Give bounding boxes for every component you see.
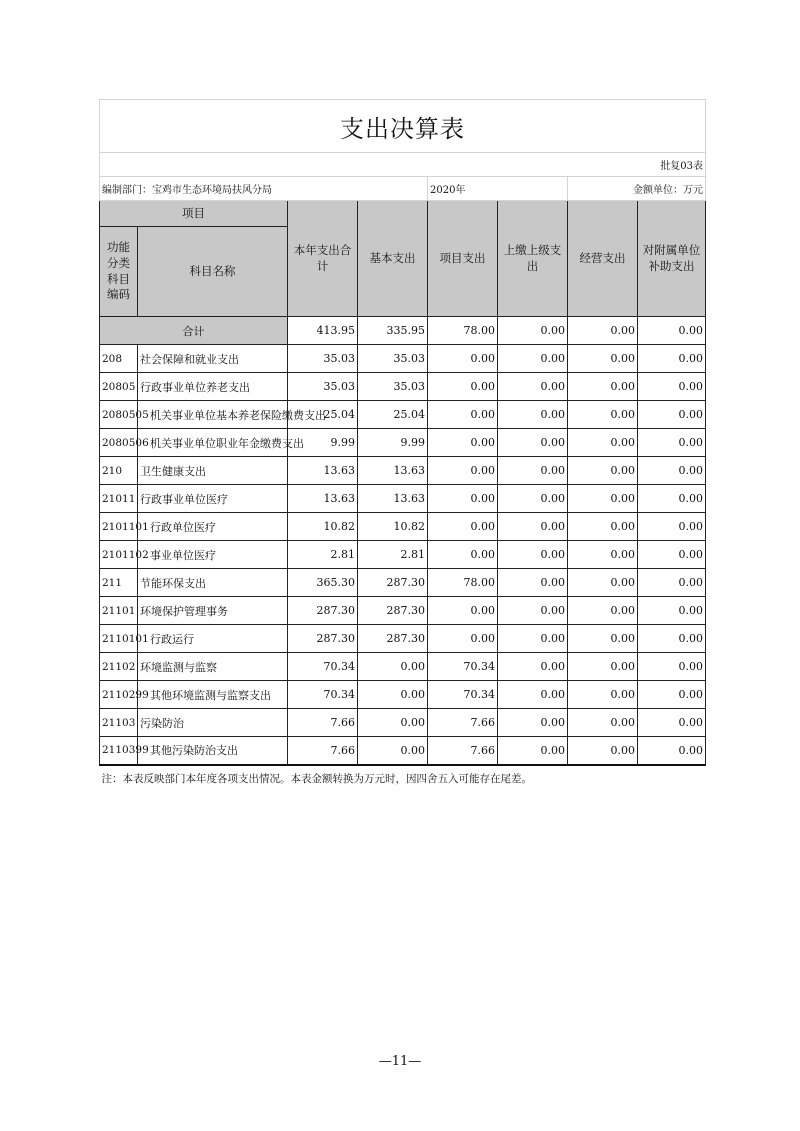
total-cell: 35.03 (288, 345, 358, 373)
subsidy-cell: 0.00 (638, 485, 706, 513)
project-cell: 7.66 (428, 709, 498, 737)
basic-cell: 2.81 (358, 541, 428, 569)
total-cell: 70.34 (288, 681, 358, 709)
subsidy-cell: 0.00 (638, 429, 706, 457)
subsidy-cell: 0.00 (638, 737, 706, 765)
name-cell: 行政运行 (138, 625, 288, 653)
project-cell: 70.34 (428, 653, 498, 681)
upper-cell: 0.00 (498, 373, 568, 401)
total-label: 合计 (100, 317, 288, 345)
business-cell: 0.00 (568, 681, 638, 709)
basic-cell: 35.03 (358, 373, 428, 401)
name-cell: 行政事业单位养老支出 (138, 373, 288, 401)
upper-cell: 0.00 (498, 401, 568, 429)
business-cell: 0.00 (568, 709, 638, 737)
basic-cell: 13.63 (358, 457, 428, 485)
business-cell: 0.00 (568, 513, 638, 541)
subsidy-cell: 0.00 (638, 317, 706, 345)
name-cell: 机关事业单位基本养老保险缴费支出 (138, 401, 288, 429)
business-cell: 0.00 (568, 625, 638, 653)
project-cell: 0.00 (428, 401, 498, 429)
upper-cell: 0.00 (498, 653, 568, 681)
total-cell: 70.34 (288, 653, 358, 681)
name-cell: 环境保护管理事务 (138, 597, 288, 625)
subsidy-cell: 0.00 (638, 513, 706, 541)
project-cell: 78.00 (428, 569, 498, 597)
code-cell: 2080506 (100, 429, 138, 457)
expenditure-table (99, 99, 706, 791)
code-cell: 2080505 (100, 401, 138, 429)
code-cell: 21101 (100, 597, 138, 625)
total-cell: 287.30 (288, 597, 358, 625)
table-row (100, 709, 706, 737)
upper-cell: 0.00 (498, 429, 568, 457)
business-cell: 0.00 (568, 569, 638, 597)
name-cell: 节能环保支出 (138, 569, 288, 597)
table-note: 注：本表反映部门本年度各项支出情况。本表金额转换为万元时，因四舍五入可能存在尾差。 (100, 765, 706, 791)
name-cell: 事业单位医疗 (138, 541, 288, 569)
total-cell: 10.82 (288, 513, 358, 541)
basic-cell: 35.03 (358, 345, 428, 373)
total-cell: 25.04 (288, 401, 358, 429)
project-cell: 70.34 (428, 681, 498, 709)
project-cell: 0.00 (428, 513, 498, 541)
business-cell: 0.00 (568, 373, 638, 401)
table-row (100, 485, 706, 513)
subsidy-cell: 0.00 (638, 401, 706, 429)
code-cell: 2101101 (100, 513, 138, 541)
total-cell: 9.99 (288, 429, 358, 457)
header-upper: 上缴上级支出 (498, 201, 568, 317)
basic-cell: 0.00 (358, 709, 428, 737)
name-cell: 卫生健康支出 (138, 457, 288, 485)
total-cell: 13.63 (288, 485, 358, 513)
code-cell: 21103 (100, 709, 138, 737)
subsidy-cell: 0.00 (638, 345, 706, 373)
basic-cell: 335.95 (358, 317, 428, 345)
business-cell: 0.00 (568, 541, 638, 569)
table-row (100, 345, 706, 373)
name-cell: 行政单位医疗 (138, 513, 288, 541)
code-cell: 20805 (100, 373, 138, 401)
name-cell: 社会保障和就业支出 (138, 345, 288, 373)
name-cell: 污染防治 (138, 709, 288, 737)
basic-cell: 287.30 (358, 625, 428, 653)
header-total: 本年支出合计 (288, 201, 358, 317)
basic-cell: 13.63 (358, 485, 428, 513)
department-label: 编制部门：宝鸡市生态环境局扶风分局 (100, 177, 428, 201)
basic-cell: 0.00 (358, 653, 428, 681)
business-cell: 0.00 (568, 653, 638, 681)
business-cell: 0.00 (568, 429, 638, 457)
name-cell: 机关事业单位职业年金缴费支出 (138, 429, 288, 457)
upper-cell: 0.00 (498, 597, 568, 625)
table-row (100, 541, 706, 569)
header-basic: 基本支出 (358, 201, 428, 317)
basic-cell: 25.04 (358, 401, 428, 429)
header-project: 项目 (100, 201, 288, 227)
subsidy-cell: 0.00 (638, 625, 706, 653)
table-row (100, 513, 706, 541)
subsidy-cell: 0.00 (638, 373, 706, 401)
subsidy-cell: 0.00 (638, 541, 706, 569)
header-subsidy: 对附属单位补助支出 (638, 201, 706, 317)
table-row (100, 681, 706, 709)
total-cell: 287.30 (288, 625, 358, 653)
unit-label: 金额单位：万元 (568, 177, 706, 201)
upper-cell: 0.00 (498, 541, 568, 569)
table-title: 支出决算表 (100, 100, 706, 153)
year-label: 2020年 (428, 177, 568, 201)
subsidy-cell: 0.00 (638, 569, 706, 597)
header-business: 经营支出 (568, 201, 638, 317)
business-cell: 0.00 (568, 737, 638, 765)
code-cell: 2110299 (100, 681, 138, 709)
business-cell: 0.00 (568, 345, 638, 373)
basic-cell: 287.30 (358, 569, 428, 597)
table-row (100, 653, 706, 681)
subsidy-cell: 0.00 (638, 457, 706, 485)
project-cell: 0.00 (428, 485, 498, 513)
code-cell: 208 (100, 345, 138, 373)
project-cell: 0.00 (428, 541, 498, 569)
upper-cell: 0.00 (498, 317, 568, 345)
basic-cell: 9.99 (358, 429, 428, 457)
project-cell: 0.00 (428, 597, 498, 625)
business-cell: 0.00 (568, 485, 638, 513)
basic-cell: 0.00 (358, 737, 428, 765)
upper-cell: 0.00 (498, 709, 568, 737)
project-cell: 0.00 (428, 625, 498, 653)
business-cell: 0.00 (568, 457, 638, 485)
total-cell: 7.66 (288, 737, 358, 765)
code-cell: 2110399 (100, 737, 138, 765)
subsidy-cell: 0.00 (638, 653, 706, 681)
table-row (100, 597, 706, 625)
code-cell: 21102 (100, 653, 138, 681)
basic-cell: 0.00 (358, 681, 428, 709)
project-cell: 0.00 (428, 457, 498, 485)
header-name: 科目名称 (138, 227, 288, 317)
total-cell: 365.30 (288, 569, 358, 597)
table-row (100, 401, 706, 429)
name-cell: 行政事业单位医疗 (138, 485, 288, 513)
basic-cell: 10.82 (358, 513, 428, 541)
table-row (100, 429, 706, 457)
code-cell: 211 (100, 569, 138, 597)
code-cell: 2101102 (100, 541, 138, 569)
business-cell: 0.00 (568, 401, 638, 429)
table-row (100, 625, 706, 653)
project-cell: 78.00 (428, 317, 498, 345)
total-cell: 7.66 (288, 709, 358, 737)
basic-cell: 287.30 (358, 597, 428, 625)
form-number: 批复03表 (100, 153, 706, 177)
upper-cell: 0.00 (498, 513, 568, 541)
code-cell: 2110101 (100, 625, 138, 653)
business-cell: 0.00 (568, 317, 638, 345)
code-cell: 21011 (100, 485, 138, 513)
subsidy-cell: 0.00 (638, 681, 706, 709)
business-cell: 0.00 (568, 597, 638, 625)
subsidy-cell: 0.00 (638, 709, 706, 737)
upper-cell: 0.00 (498, 345, 568, 373)
project-cell: 0.00 (428, 373, 498, 401)
name-cell: 其他污染防治支出 (138, 737, 288, 765)
name-cell: 环境监测与监察 (138, 653, 288, 681)
page-number: —11— (378, 1054, 422, 1069)
total-cell: 35.03 (288, 373, 358, 401)
upper-cell: 0.00 (498, 569, 568, 597)
table-row (100, 737, 706, 765)
header-project-expense: 项目支出 (428, 201, 498, 317)
upper-cell: 0.00 (498, 625, 568, 653)
table-row (100, 373, 706, 401)
upper-cell: 0.00 (498, 737, 568, 765)
table-row (100, 569, 706, 597)
total-cell: 413.95 (288, 317, 358, 345)
table-row (100, 457, 706, 485)
total-cell: 2.81 (288, 541, 358, 569)
header-code: 功能分类科目编码 (100, 227, 138, 317)
upper-cell: 0.00 (498, 681, 568, 709)
upper-cell: 0.00 (498, 485, 568, 513)
upper-cell: 0.00 (498, 457, 568, 485)
project-cell: 0.00 (428, 345, 498, 373)
name-cell: 其他环境监测与监察支出 (138, 681, 288, 709)
project-cell: 7.66 (428, 737, 498, 765)
code-cell: 210 (100, 457, 138, 485)
subsidy-cell: 0.00 (638, 597, 706, 625)
project-cell: 0.00 (428, 429, 498, 457)
total-row (100, 317, 706, 345)
total-cell: 13.63 (288, 457, 358, 485)
